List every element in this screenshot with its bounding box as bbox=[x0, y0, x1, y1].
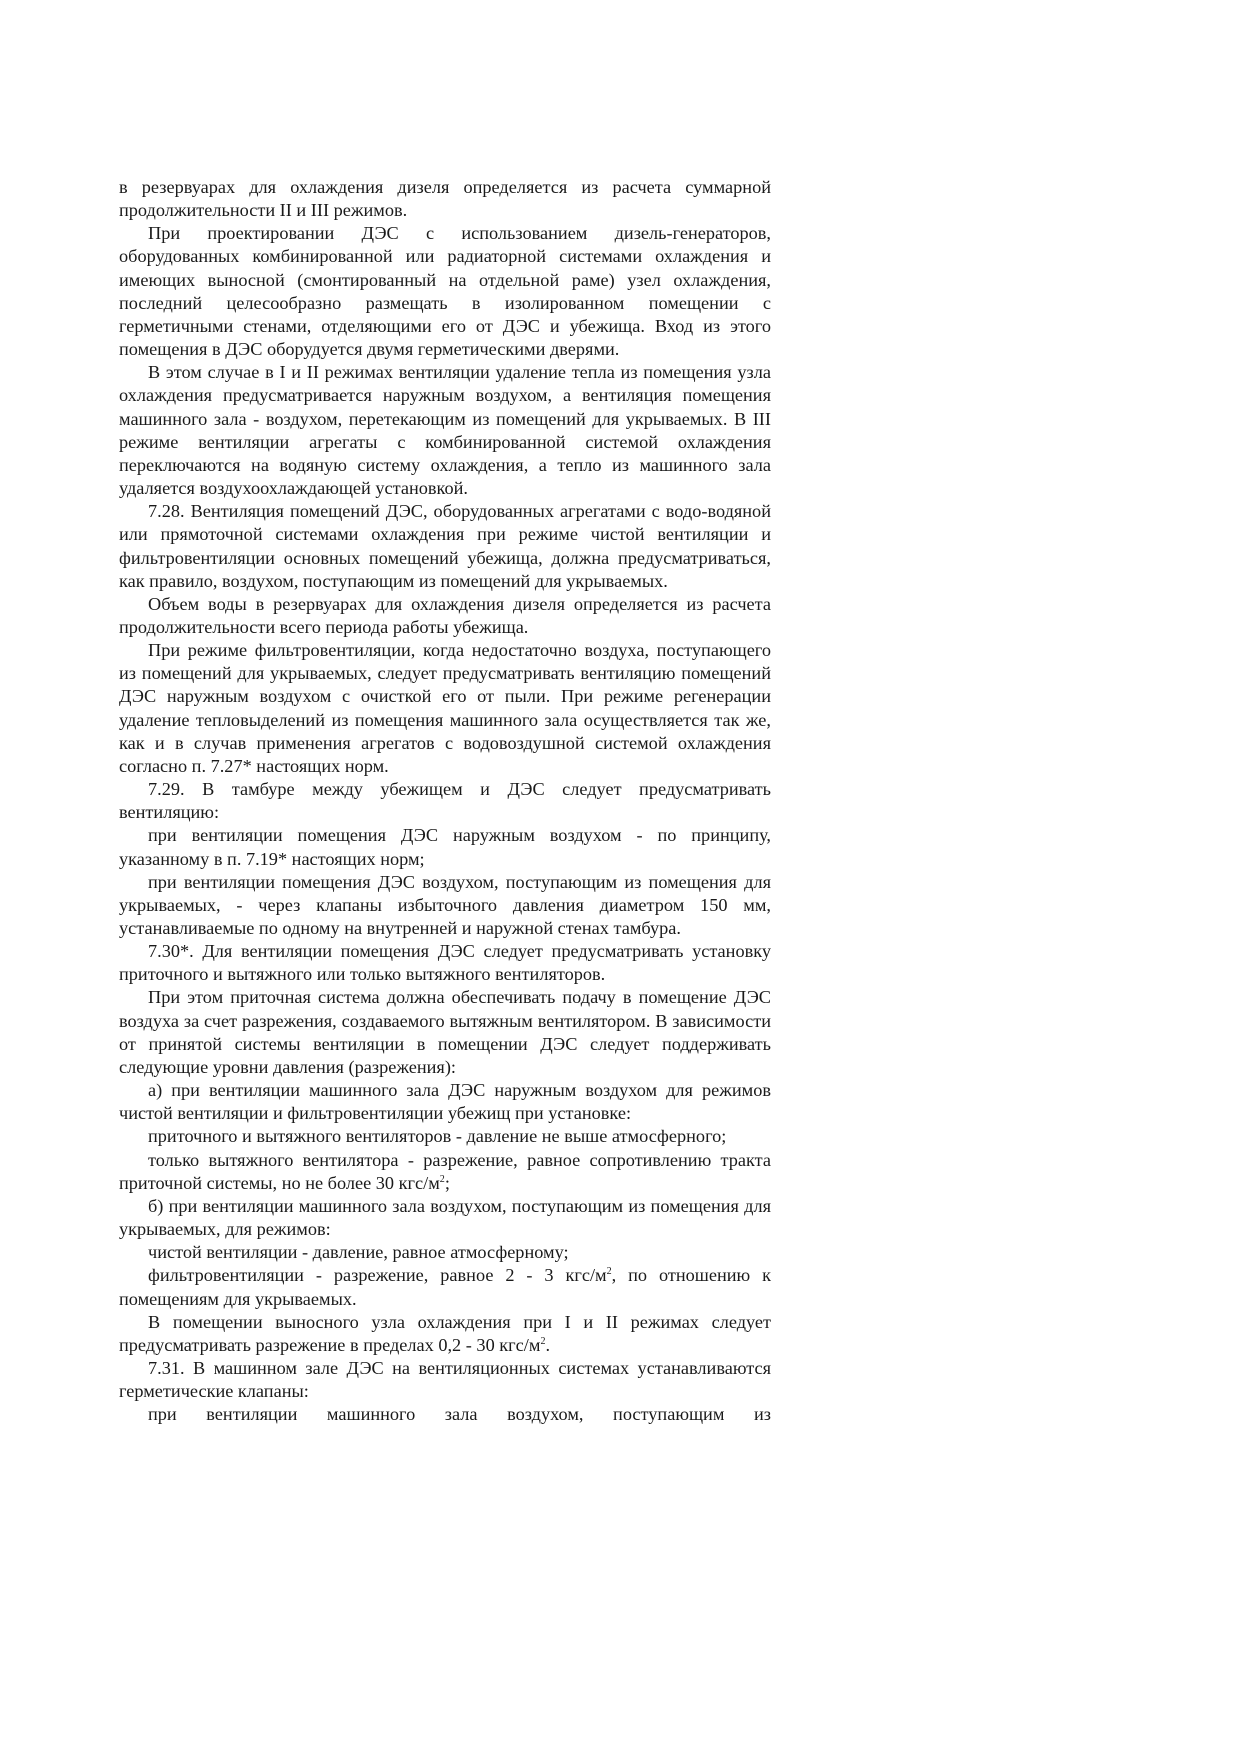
paragraph-des-isolated-cooling: При проектировании ДЭС с использованием дизель-генераторов, оборудованных комбинированной или радиаторной системами охлаждения и имеющих выносной (смонтированный на отдельной раме) узел охлаждения, последний целесообразно размещать в изолированном помещении с герметичными стенами, отделяющими его от ДЭС и убежища. Вход из этого помещения в ДЭС оборудуется двумя герметическими дверями. bbox=[119, 223, 771, 360]
text-after: . bbox=[545, 1334, 551, 1355]
paragraph-item-a: а) при вентиляции машинного зала ДЭС наружным воздухом для режимов чистой вентиляции и фильтровентиляции убежищ при установке: bbox=[119, 1080, 771, 1124]
paragraph-7-29: 7.29. В тамбуре между убежищем и ДЭС следует предусматривать вентиляцию: bbox=[119, 779, 771, 823]
paragraph-continuation: в резервуарах для охлаждения дизеля определяется из расчета суммарной продолжительности II и III режимов. bbox=[119, 177, 771, 221]
paragraph-filter-ventilation: При режиме фильтровентиляции, когда недостаточно воздуха, поступающего из помещений для укрываемых, следует предусматривать вентиляцию помещений ДЭС наружным воздухом с очисткой его от пыли. При режиме регенерации удаление тепловыделений из помещения машинного зала осуществляется так же, как и в случав применения агрегатов с водовоздушной системой охлаждения согласно п. 7.27* настоящих норм. bbox=[119, 640, 771, 776]
text-after: , по отношению к помещениям для укрываемых. bbox=[119, 1265, 771, 1309]
paragraph-pressure-levels: При этом приточная система должна обеспечивать подачу в помещение ДЭС воздуха за счет разрежения, создаваемого вытяжным вентилятором. В зависимости от принятой системы вентиляции в помещении ДЭС следует поддерживать следующие уровни давления (разрежения): bbox=[119, 987, 771, 1077]
paragraph-item-b: б) при вентиляции машинного зала воздухом, поступающим из помещения для укрываемых, для режимов: bbox=[119, 1195, 771, 1240]
paragraph-7-28: 7.28. Вентиляция помещений ДЭС, оборудованных агрегатами с водо-водяной или прямоточной системами охлаждения при режиме чистой вентиляции и фильтровентиляции основных помещений убежища, должна предусматриваться, как правило, воздухом, поступающим из помещений для укрываемых. bbox=[119, 501, 771, 591]
paragraph-7-31: 7.31. В машинном зале ДЭС на вентиляционных системах устанавливаются герметические клапаны: bbox=[119, 1357, 771, 1402]
superscript: 2 bbox=[439, 1173, 445, 1185]
paragraph-supply-exhaust: приточного и вытяжного вентиляторов - давление не выше атмосферного; bbox=[148, 1126, 727, 1147]
paragraph-remote-cooling-unit bbox=[119, 1311, 771, 1357]
paragraph-ventilation-modes: В этом случае в I и II режимах вентиляции удаление тепла из помещения узла охлаждения предусматривается наружным воздухом, а вентиляция помещения машинного зала - воздухом, перетекающим из помещений для укрываемых. В III режиме вентиляции агрегаты с комбинированной системой охлаждения переключаются на водяную систему охлаждения, а тепло из машинного зала удаляется воздухоохлаждающей установкой. bbox=[119, 362, 771, 499]
paragraph-clean-ventilation: чистой вентиляции - давление, равное атмосферному; bbox=[148, 1242, 569, 1263]
text-before: только вытяжного вентилятора - разрежение, равное сопротивлению тракта приточной системы, но не более 30 кгс/м bbox=[119, 1149, 771, 1193]
text-after: ; bbox=[444, 1172, 450, 1193]
paragraph-exhaust-only bbox=[119, 1149, 771, 1195]
paragraph-7-30: 7.30*. Для вентиляции помещения ДЭС следует предусматривать установку приточного и вытяжного или только вытяжного вентиляторов. bbox=[119, 941, 771, 985]
paragraph-filter-vacuum bbox=[119, 1264, 771, 1310]
paragraph-truncated: при вентиляции машинного зала воздухом, поступающим из bbox=[148, 1404, 771, 1425]
superscript: 2 bbox=[540, 1335, 546, 1347]
paragraph-outdoor-air: при вентиляции помещения ДЭС наружным воздухом - по принципу, указанному в п. 7.19* настоящих норм; bbox=[119, 825, 771, 869]
document-page bbox=[119, 176, 771, 1426]
text-before: В помещении выносного узла охлаждения при I и II режимах следует предусматривать разрежение в пределах 0,2 - 30 кгс/м bbox=[119, 1311, 771, 1355]
superscript: 2 bbox=[606, 1266, 612, 1278]
text-before: фильтровентиляции - разрежение, равное 2 - 3 кгс/м bbox=[148, 1265, 607, 1286]
paragraph-water-volume: Объем воды в резервуарах для охлаждения дизеля определяется из расчета продолжительности всего периода работы убежища. bbox=[119, 593, 771, 637]
paragraph-relief-valves: при вентиляции помещения ДЭС воздухом, поступающим из помещения для укрываемых, - через клапаны избыточного давления диаметром 150 мм, устанавливаемые по одному на внутренней и наружной стенах тамбура. bbox=[119, 871, 771, 938]
